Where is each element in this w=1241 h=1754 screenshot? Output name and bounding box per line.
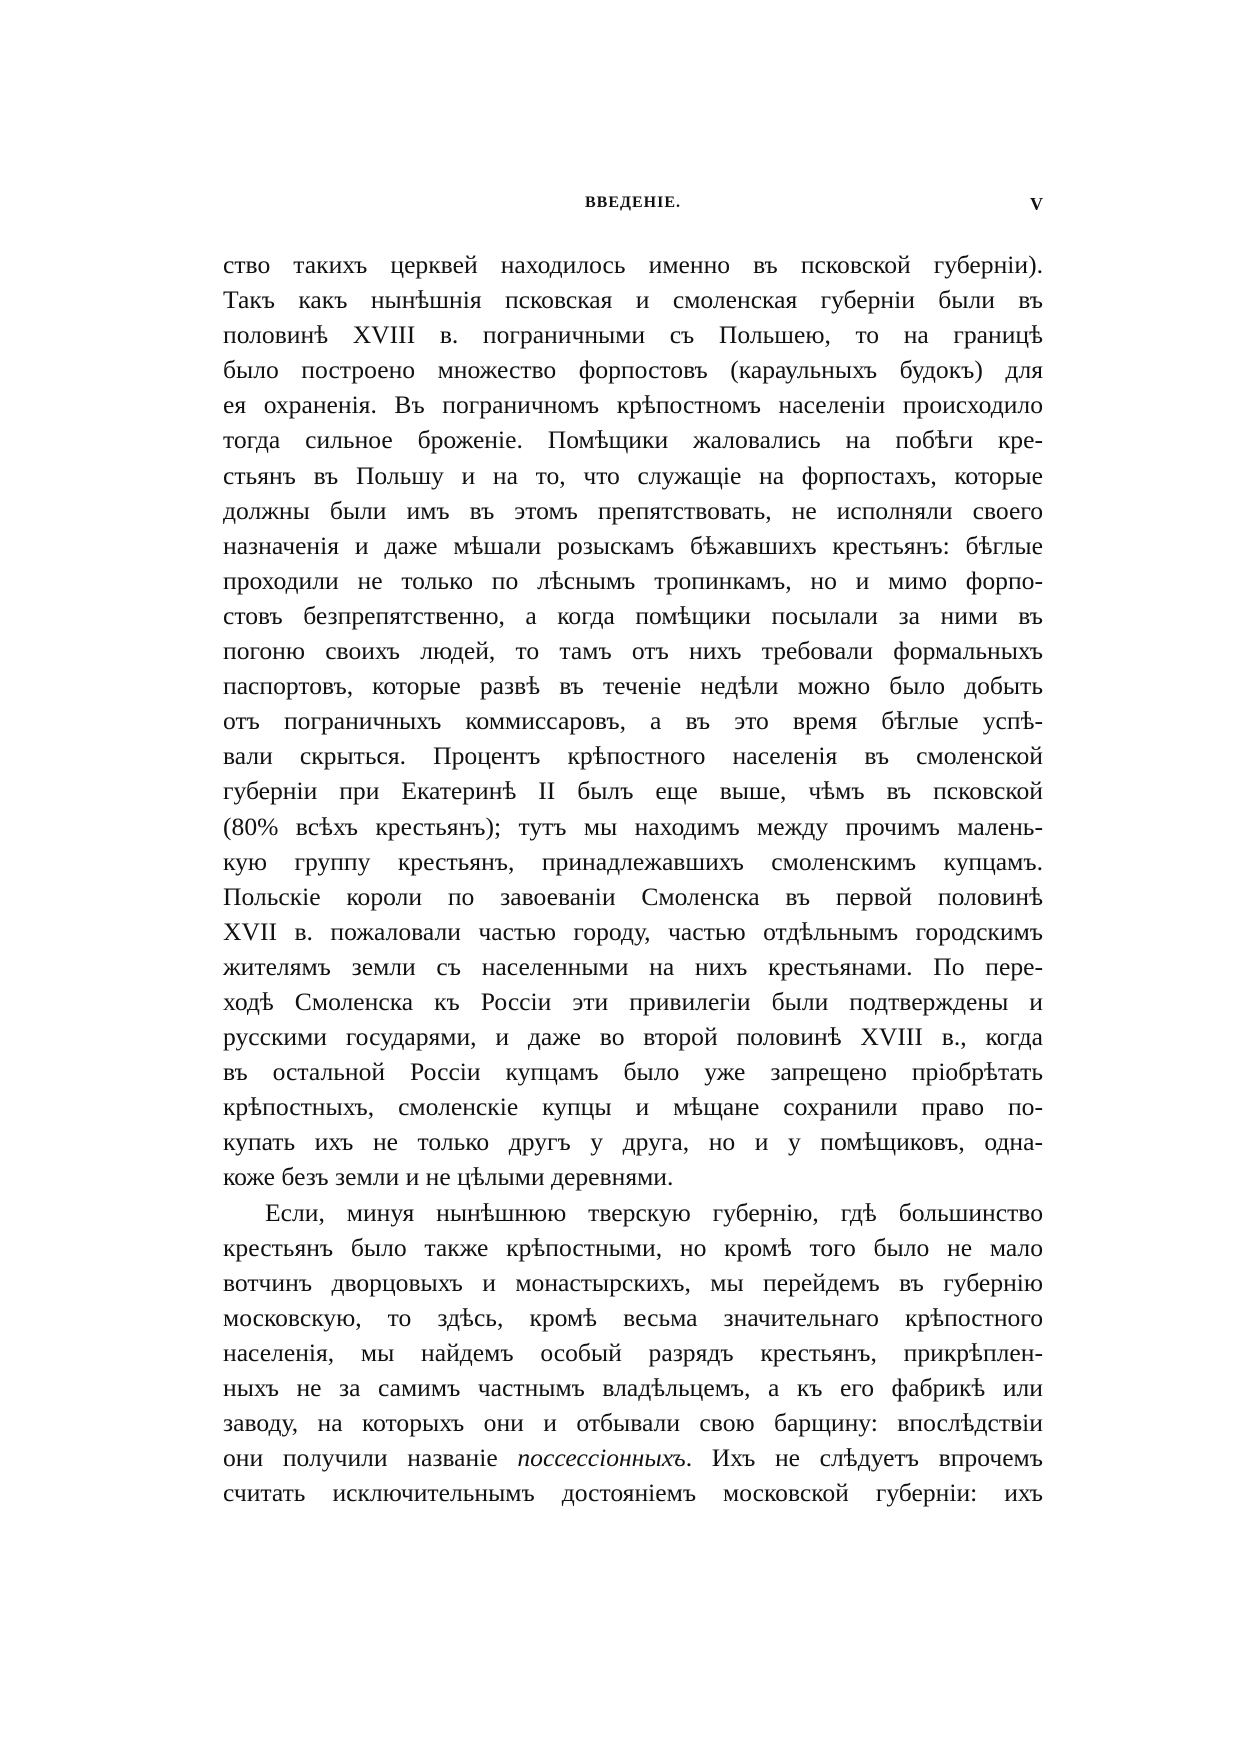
- text-line: ея охраненія. Въ пограничномъ крѣпостномъ населеніи происходило: [223, 390, 1043, 420]
- text-line: крестьянъ было также крѣпостными, но кромѣ того было не мало: [223, 1232, 1043, 1262]
- paragraph-2: [223, 1195, 1043, 1511]
- text-line: коже безъ земли и не цѣлыми деревнями.: [223, 1162, 674, 1192]
- text-line: назначенія и даже мѣшали розыскамъ бѣжавшихъ крестьянъ: бѣглые: [223, 530, 1043, 560]
- text-line: московскую, то здѣсь, кромѣ весьма значительнаго крѣпостного: [223, 1302, 1043, 1332]
- text-line: купать ихъ не только другъ у друга, но и у помѣщиковъ, одна-: [223, 1127, 1043, 1157]
- italic-term: поссессіонныхъ: [517, 1443, 686, 1473]
- text-line: губерніи при Екатеринѣ II былъ еще выше, чѣмъ въ псковской: [223, 776, 1043, 806]
- text-line: въ остальной Россіи купцамъ было уже запрещено пріобрѣтать: [223, 1057, 1043, 1087]
- text-line: Если, минуя нынѣшнюю тверскую губернію, гдѣ большинство: [265, 1197, 1043, 1227]
- text-line: Такъ какъ нынѣшнія псковская и смоленская губерніи были въ: [223, 285, 1043, 315]
- text-line: ство такихъ церквей находилось именно въ псковской губерніи).: [223, 250, 1043, 279]
- line-suffix: . Ихъ не слѣдуетъ впрочемъ: [685, 1443, 1043, 1473]
- page-number: V: [1030, 194, 1043, 214]
- text-line: вотчинъ дворцовыхъ и монастырскихъ, мы перейдемъ въ губернію: [223, 1267, 1043, 1297]
- text-line: вали скрыться. Процентъ крѣпостного населенія въ смоленской: [223, 741, 1043, 771]
- running-title: ВВЕДЕНІЕ.: [584, 194, 682, 211]
- text-line: считать исключительнымъ достояніемъ московской губерніи: ихъ: [223, 1478, 1043, 1508]
- text-line: было построено множество форпостовъ (караульныхъ будокъ) для: [223, 355, 1043, 385]
- line-prefix: они получили названіе: [223, 1443, 518, 1473]
- text-line: стовъ безпрепятственно, а когда помѣщики посылали за ними въ: [223, 600, 1043, 630]
- text-line: кую группу крестьянъ, принадлежавшихъ смоленскимъ купцамъ.: [223, 846, 1043, 876]
- paragraph-1: [223, 247, 1043, 1195]
- text-line: отъ пограничныхъ коммиссаровъ, а въ это время бѣглые успѣ-: [223, 706, 1043, 736]
- text-line: крѣпостныхъ, смоленскіе купцы и мѣщане сохранили право по-: [223, 1092, 1043, 1122]
- body-text: [223, 247, 1043, 1510]
- text-line: Польскіе короли по завоеваніи Смоленска въ первой половинѣ: [223, 881, 1043, 911]
- text-line: ныхъ не за самимъ частнымъ владѣльцемъ, а къ его фабрикѣ или: [223, 1373, 1043, 1402]
- text-line: заводу, на которыхъ они и отбывали свою барщину: впослѣдствіи: [223, 1408, 1043, 1438]
- text-line: половинѣ XVIII в. пограничными съ Польшею, то на границѣ: [223, 320, 1043, 350]
- text-line: погоню своихъ людей, то тамъ отъ нихъ требовали формальныхъ: [223, 636, 1043, 666]
- running-header: [223, 194, 1043, 218]
- text-line: проходили не только по лѣснымъ тропинкамъ, но и мимо форпо-: [223, 565, 1043, 595]
- text-line: XVII в. пожаловали частью городу, частью отдѣльнымъ городскимъ: [223, 916, 1043, 946]
- text-line: населенія, мы найдемъ особый разрядъ крестьянъ, прикрѣплен-: [223, 1337, 1043, 1367]
- text-line: ходѣ Смоленска къ Россіи эти привилегіи были подтверждены и: [223, 986, 1043, 1016]
- text-line: русскими государями, и даже во второй половинѣ XVIII в., когда: [223, 1022, 1043, 1052]
- text-line-with-italic: [223, 1440, 1043, 1475]
- text-line: (80% всѣхъ крестьянъ); тутъ мы находимъ между прочимъ малень-: [223, 811, 1043, 841]
- text-line: тогда сильное броженіе. Помѣщики жаловались на побѣги кре-: [223, 425, 1043, 455]
- text-line: жителямъ земли съ населенными на нихъ крестьянами. По пере-: [223, 951, 1043, 981]
- text-line: стьянъ въ Польшу и на то, что служащіе на форпостахъ, которые: [223, 460, 1043, 490]
- text-line: должны были имъ въ этомъ препятствовать, не исполняли своего: [223, 495, 1043, 525]
- text-line: паспортовъ, которые развѣ въ теченіе недѣли можно было добыть: [223, 671, 1043, 701]
